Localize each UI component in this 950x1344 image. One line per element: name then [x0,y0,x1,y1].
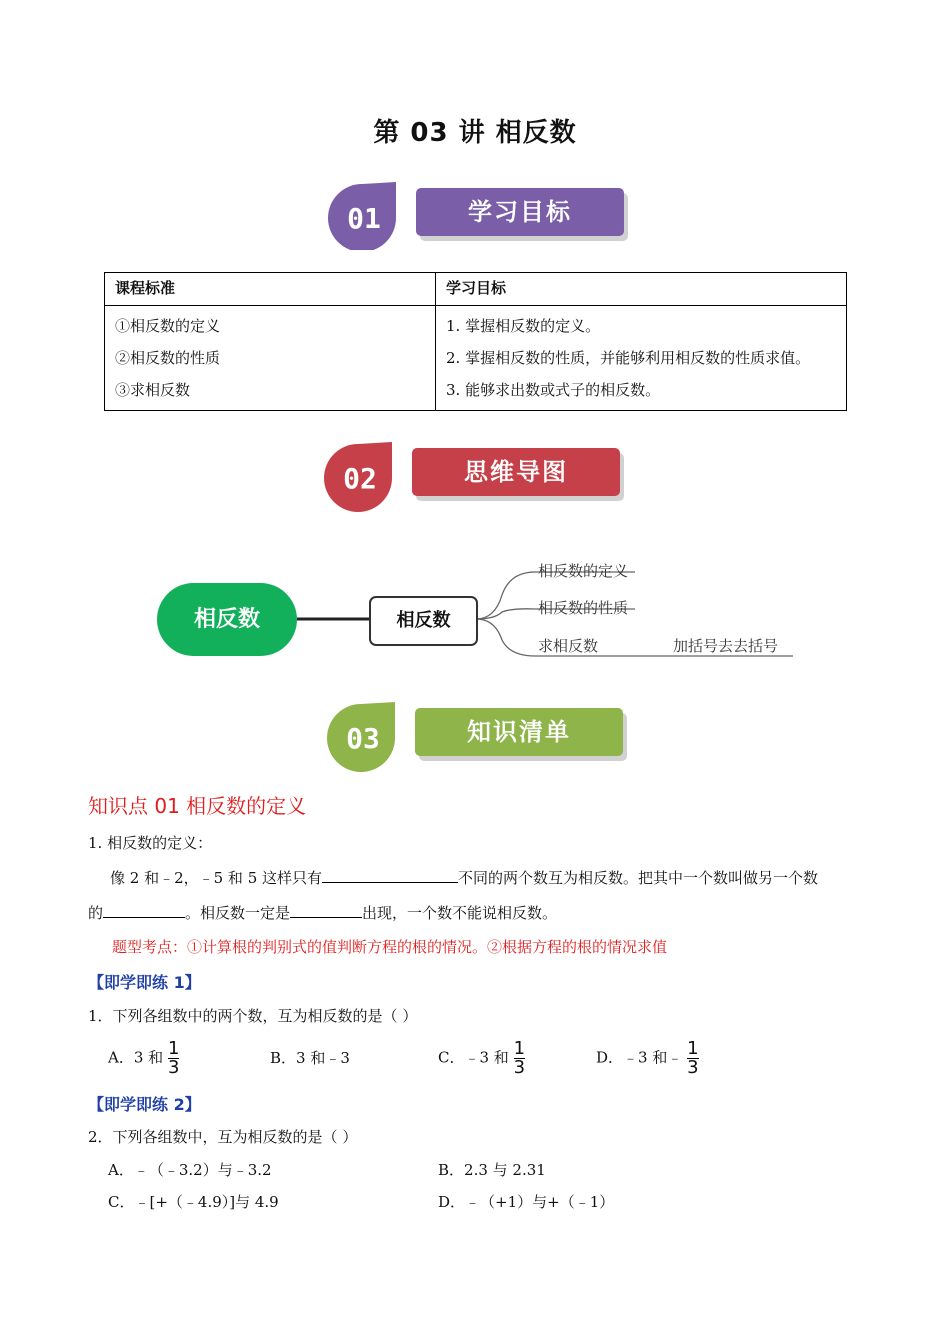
objectives-cell [436,306,847,411]
section-badge-knowledge [325,700,635,774]
section-number: 03 [346,722,380,755]
standards-cell [105,306,436,411]
option-c[interactable] [438,1040,525,1077]
standard-item: ②相反数的性质 [115,349,221,367]
mind-map-node: 相反数 [369,596,478,646]
option-d[interactable]: D．﹣（+1）与+（﹣1） [438,1193,615,1211]
page-title: 第 03 讲 相反数 [373,118,577,148]
mind-map-leaf: 求相反数 [538,637,599,655]
section-label: 学习目标 [416,188,624,236]
option-a[interactable] [108,1040,179,1077]
option-text: C．﹣3 和 [438,1048,509,1067]
option-b[interactable]: B．3 和﹣3 [270,1049,350,1067]
option-a[interactable]: A．﹣（﹣3.2）与﹣3.2 [108,1161,272,1179]
practice-question: 2．下列各组数中，互为相反数的是（ ） [88,1128,358,1146]
section-label: 思维导图 [412,448,620,496]
denominator: 3 [167,1057,180,1078]
text-segment: 出现，一个数不能说相反数。 [362,904,558,922]
mind-map-root: 相反数 [157,583,297,656]
standard-item: ①相反数的定义 [115,317,221,335]
option-b[interactable]: B．2.3 与 2.31 [438,1161,546,1179]
fill-blank[interactable] [290,901,362,918]
mind-map-leaf: 相反数的定义 [538,562,629,580]
section-number: 02 [343,462,377,495]
practice-label: 【即学即练 1】 [88,973,201,992]
text-segment: 不同的两个数互为相反数。把其中一个数叫做另一个数 [458,869,819,887]
option-text: A．3 和 [108,1048,164,1067]
section-badge-mindmap [322,440,632,510]
option-c[interactable]: C．﹣[+（﹣4.9）]与 4.9 [108,1193,279,1211]
denominator: 3 [513,1057,526,1078]
mind-map-subleaf: 加括号去去括号 [673,637,779,655]
definition-paragraph-line2 [88,901,848,923]
numerator: 1 [687,1038,699,1059]
definition-item: 1. 相反数的定义： [88,834,213,852]
mind-map-leaf: 相反数的性质 [538,599,629,617]
denominator: 3 [687,1057,699,1078]
text-segment: 的 [88,904,104,922]
exam-tip: 题型考点：①计算根的判别式的值判断方程的根的情况。②根据方程的根的情况求值 [112,938,668,956]
section-badge-goals [326,180,636,250]
numerator: 1 [513,1038,526,1059]
fill-blank[interactable] [322,866,458,883]
table-header-objective: 学习目标 [436,273,847,306]
text-segment: 。相反数一定是 [185,904,291,922]
section-number: 01 [347,202,381,235]
fraction [514,1040,525,1077]
definition-paragraph-line1 [110,866,870,888]
goals-table [104,272,847,411]
standard-item: ③求相反数 [115,381,191,399]
fraction [687,1040,698,1077]
knowledge-point-heading: 知识点 01 相反数的定义 [88,794,307,818]
objective-item: 1. 掌握相反数的定义。 [446,317,601,335]
section-label: 知识清单 [415,708,623,756]
text-segment: 像 2 和﹣2，﹣5 和 5 这样只有 [110,869,323,887]
table-header-standard: 课程标准 [105,273,436,306]
practice-question: 1．下列各组数中的两个数，互为相反数的是（ ） [88,1007,418,1025]
fill-blank[interactable] [103,901,185,918]
objective-item: 2. 掌握相反数的性质，并能够利用相反数的性质求值。 [446,349,811,367]
option-text: D．﹣3 和﹣ [596,1048,683,1067]
fraction [168,1040,179,1077]
option-d[interactable] [596,1040,699,1077]
practice-label: 【即学即练 2】 [88,1095,201,1114]
numerator: 1 [167,1038,180,1059]
objective-item: 3. 能够求出数或式子的相反数。 [446,381,661,399]
